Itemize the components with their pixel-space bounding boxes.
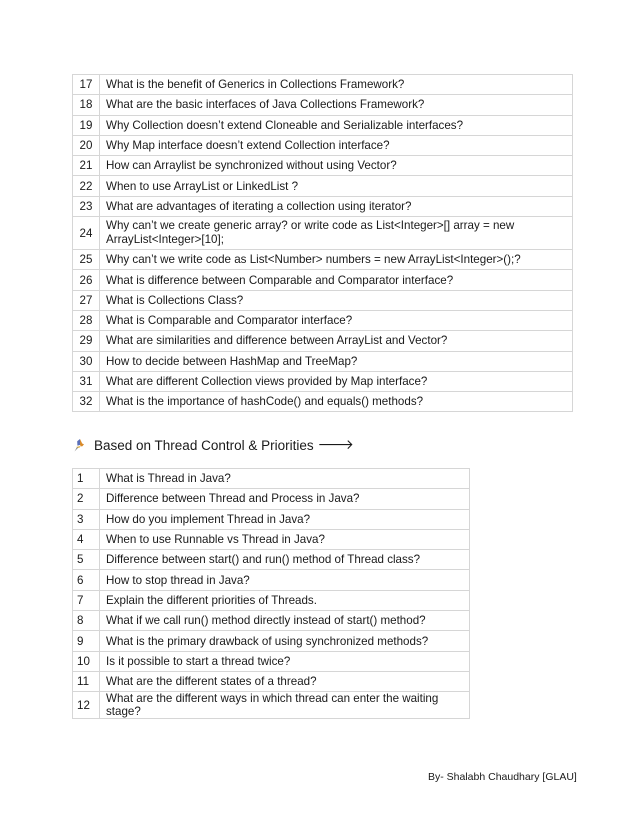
table-row xyxy=(73,290,573,310)
footer-author: By- Shalabh Chaudhary [GLAU] xyxy=(428,771,577,783)
table-row xyxy=(73,270,573,290)
question-text: What is the importance of hashCode() and equals() methods? xyxy=(100,392,573,412)
table-row xyxy=(73,671,470,691)
question-text: When to use ArrayList or LinkedList ? xyxy=(100,176,573,196)
question-number: 3 xyxy=(73,509,100,529)
question-number: 28 xyxy=(73,310,100,330)
table-row xyxy=(73,250,573,270)
question-number: 1 xyxy=(73,469,100,489)
question-text: What is Thread in Java? xyxy=(100,469,470,489)
collections-questions-table xyxy=(72,74,573,412)
question-number: 26 xyxy=(73,270,100,290)
question-text: What is Collections Class? xyxy=(100,290,573,310)
question-number: 8 xyxy=(73,611,100,631)
question-number: 19 xyxy=(73,115,100,135)
table-row xyxy=(73,631,470,651)
pushpin-icon xyxy=(74,439,86,452)
table-row xyxy=(73,651,470,671)
question-number: 25 xyxy=(73,250,100,270)
question-text: What is Comparable and Comparator interface? xyxy=(100,310,573,330)
question-number: 10 xyxy=(73,651,100,671)
question-text: Why Map interface doesn’t extend Collection interface? xyxy=(100,135,573,155)
table-row xyxy=(73,331,573,351)
question-text: Why Collection doesn’t extend Cloneable and Serializable interfaces? xyxy=(100,115,573,135)
right-arrow-icon: 🡒 xyxy=(317,437,354,452)
question-text: Difference between start() and run() method of Thread class? xyxy=(100,550,470,570)
table-row xyxy=(73,529,470,549)
question-text: What are the different ways in which thread can enter the waiting stage? xyxy=(100,692,470,719)
question-number: 21 xyxy=(73,156,100,176)
thread-questions-table xyxy=(72,468,470,719)
question-number: 9 xyxy=(73,631,100,651)
table-row xyxy=(73,310,573,330)
question-text: What is the benefit of Generics in Collections Framework? xyxy=(100,75,573,95)
question-text: What are different Collection views provided by Map interface? xyxy=(100,371,573,391)
table-row xyxy=(73,611,470,631)
question-number: 12 xyxy=(73,692,100,719)
question-text: What is difference between Comparable and Comparator interface? xyxy=(100,270,573,290)
table-row xyxy=(73,217,573,250)
question-number: 27 xyxy=(73,290,100,310)
table-row xyxy=(73,469,470,489)
table-row xyxy=(73,570,470,590)
question-text: What is the primary drawback of using synchronized methods? xyxy=(100,631,470,651)
question-number: 18 xyxy=(73,95,100,115)
question-number: 6 xyxy=(73,570,100,590)
table-row xyxy=(73,392,573,412)
question-number: 11 xyxy=(73,671,100,691)
question-text: How to decide between HashMap and TreeMap? xyxy=(100,351,573,371)
table-row xyxy=(73,550,470,570)
table-row xyxy=(73,692,470,719)
question-number: 17 xyxy=(73,75,100,95)
table-row xyxy=(73,95,573,115)
table-row xyxy=(73,156,573,176)
table-row xyxy=(73,509,470,529)
question-number: 2 xyxy=(73,489,100,509)
question-number: 24 xyxy=(73,217,100,250)
question-number: 4 xyxy=(73,529,100,549)
question-number: 22 xyxy=(73,176,100,196)
question-text: What are advantages of iterating a collection using iterator? xyxy=(100,196,573,216)
question-text: How do you implement Thread in Java? xyxy=(100,509,470,529)
table-row xyxy=(73,489,470,509)
question-number: 20 xyxy=(73,135,100,155)
table-row xyxy=(73,176,573,196)
question-number: 23 xyxy=(73,196,100,216)
question-number: 30 xyxy=(73,351,100,371)
table-row xyxy=(73,75,573,95)
question-text: How to stop thread in Java? xyxy=(100,570,470,590)
section-heading-text: Based on Thread Control & Priorities xyxy=(94,437,314,453)
table-row xyxy=(73,590,470,610)
table-row xyxy=(73,135,573,155)
table-row xyxy=(73,371,573,391)
question-text: What are the basic interfaces of Java Collections Framework? xyxy=(100,95,573,115)
question-text: Why can’t we create generic array? or write code as List<Integer>[] array = new ArrayList<Integer>[10]; xyxy=(100,217,573,250)
table-row xyxy=(73,351,573,371)
question-text: What are the different states of a thread? xyxy=(100,671,470,691)
question-text: What if we call run() method directly instead of start() method? xyxy=(100,611,470,631)
question-text: Is it possible to start a thread twice? xyxy=(100,651,470,671)
question-text: What are similarities and difference between ArrayList and Vector? xyxy=(100,331,573,351)
question-number: 7 xyxy=(73,590,100,610)
question-text: When to use Runnable vs Thread in Java? xyxy=(100,529,470,549)
section-heading xyxy=(74,437,354,453)
question-number: 31 xyxy=(73,371,100,391)
table-row xyxy=(73,196,573,216)
question-number: 5 xyxy=(73,550,100,570)
question-number: 29 xyxy=(73,331,100,351)
question-text: How can Arraylist be synchronized without using Vector? xyxy=(100,156,573,176)
question-number: 32 xyxy=(73,392,100,412)
question-text: Explain the different priorities of Threads. xyxy=(100,590,470,610)
question-text: Why can’t we write code as List<Number> numbers = new ArrayList<Integer>();? xyxy=(100,250,573,270)
table-row xyxy=(73,115,573,135)
question-text: Difference between Thread and Process in Java? xyxy=(100,489,470,509)
